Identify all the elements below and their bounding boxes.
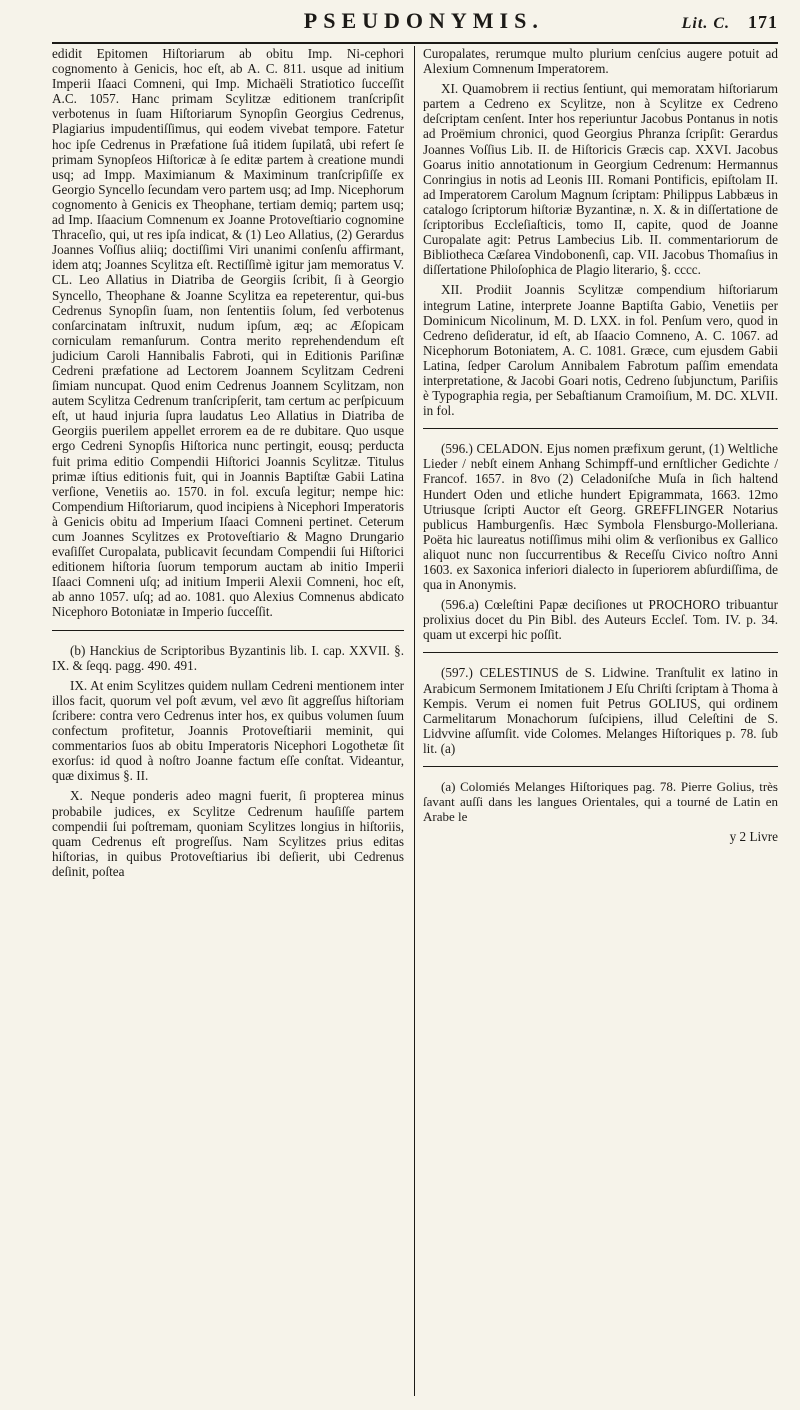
entry-597: (597.) CELESTINUS de S. Lidwine. Tranſtulit ex latino in Arabicum Sermonem Imitationem J Eſu Chriſti ſcriptam à Thoma à Kempis. Verum ei nomen fuit Petrus GOLIUS, qui ordinem Carmelitarum Monachorum ſuſcipiens, illud Celeſtini de S. Lidvvine aſſumſit. vide Colomes. Melanges Hiſtoriques p. 78. ſub lit. (a) [423,665,778,756]
right-column [415,46,778,1396]
footnote-rule-right [423,766,778,767]
footnote-a: (a) Colomiés Melanges Hiſtoriques pag. 78. Pierre Golius, très ſavant auſſi dans les langues Orientales, qui a tourné de Latin en Arabe le [423,779,778,825]
entry-596a: (596.a) Cœleſtini Papæ deciſiones ut PROCHORO tribuantur prolixius docet du Pin Bibl. des Auteurs Eccleſ. Tom. IV. p. 34. quam ut excerpi hic poſſit. [423,597,778,643]
page-number: 171 [748,12,778,32]
entry-rule-2 [423,652,778,653]
section-mark: Lit. C. [681,15,730,32]
main-paragraph: edidit Epitomen Hiſtoriarum ab obitu Imp. Ni-cephori cognomento à Genicis, hoc eſt, ab A. C. 811. usque ad initium Imperii Iſaaci Comneni, qui Imp. Michaëli Stratiotico ſucceſſit A.C. 1057. Hanc primam Scylitzæ editionem tranſcripſit verbotenus in ſuam Hiſtoriarum Synopſin Georgius Cedrenus, Plagiarius impudentiſſimus, qui eodem vivebat tempore. Fatetur hoc ipſe Cedrenus in Præfatione ſuâ itidem ſupilatâ, ubi refert ſe primam Synopſeos Hiſtoricæ à ſe editæ partem à creatione mundi usq; ad Impp. Maximianum & Maximinum tranſcripſiſſe ex Georgio Syncello ſecundam vero partem usq; ad Imp. Nicephorum cognomento à Genicis ex Theophane, tertiam demiq; partem usq; ad Imp. Iſaacium Comnenum ex Joanne Protoveſtiario cognomine Thraceſio, qui, ut res ipſa indicat, & (1) Leo Allatius, (2) Gerardus Joannes Voſſius aliiq; doctiſſimi Viri unanimi conſenſu affirmant, idem atq; Joannes Scylitza eſt. Rectiſſimè igitur jam memoratus V. CL. Leo Allatius in Diatriba de Georgiis ſcribit, ſi à Georgio Syncello, Theophane & Joanne Scylitza ea repeterentur, qui-bus Cedrenus Synopſin ſuam, non ſententiis ſolum, ſed verbotenus conſarcinatam inſtruxit, nudum ipſum, æq; ac Æſopicam corniculam remanſurum. Contra merito reprehendendum eſt judicium Caroli Hannibalis Fabroti, qui in Editionis Pariſinæ Cedreni præfatione ad Lectorem Joannem Scylitzam Cedreni ſimiam nuncupat. Quod enim Cedrenus Joannem Scylitzam, non autem Scylitza Cedrenum tranſcripſerit, tam certum ac perſpicuum eſt, ut haud injuria ſupra laudatus Leo Allatius in Diatriba de Georgiis puerilem appellet errorem ea de re dubitare. Quo usque ergo Cedreni Synopſis Hiſtorica nunc pertingit, eousq; perducta fuit prima editio Compendii Hiſtorici Joannis Scylitzæ. Titulus primæ iſtius editionis fuit, qui in Joannis Baptiſtæ Gabii Latina verſione, Venetiis ao. 1570. in fol. excuſa legitur; nempe hic: Compendium Hiſtoriarum, quod incipiens à Nicephori Imperatoris à Genicis obitu ad Imperium Iſaaci Comneni pertinet. Ceterum cum Joannes Scylitzes ex Protoveſtiario & Magno Drungario evaſiſſet Curopalata, publicavit ſecundam Compendii ſui Hiſtorici editionem hiſtoria ſuorum temporum auctam ab initio Imperii Iſaaci Comneni uſq; ad initium Imperii Alexii Comneni, hoc eſt, ab anno 1057. uſq; ad ao. 1081. quo Alexius Comnenus abdicato Nicephoro Botoniatæ in Imperio ſucceſſit. [52,46,404,620]
running-title: PSEUDONYMIS. [303,8,544,33]
two-column-body [52,46,778,1396]
note-ix: IX. At enim Scylitzes quidem nullam Cedreni mentionem inter illos facit, quorum vel poſt ævum, vel ævo ſit aggreſſus hiſtoriam ſcribere: contra vero Cedrenus inter hos, ex quibus volumen ſuum confectum profitetur, Joannis Protoveſtiarii meminit, qui commentarios ſuos ab obitu Imperatoris Nicephori Logothetæ ſit exorſus: id quod à noſtro Joanne factum eſſe conſtat. Videantur, quæ diximus §. II. [52,677,404,784]
paragraph-xii: XII. Prodiit Joannis Scylitzæ compendium hiſtoriarum integrum Latine, interprete Joanne Baptiſta Gabio, Venetiis per Dominicum Nicolinum, M. D. LXX. in fol. Penſum vero, quod in Cedreno deſideratur, id eſt, ab Iſaacio Comneno, A. C. 1067. ad Nicephorum Botoniatem, A. C. 1081. Græce, cum ejusdem Gabii Latina, ſedper Carolum Annibalem Fabrotum paſſim emendata interpretatione, & Jacobi Goari notis, Cedreno ſubjunctum, Pariſiis è Typographia regia, per Sebaſtianum Cramoiſium, M. DC. XLVII. in fol. [423,282,778,419]
entry-596: (596.) CELADON. Ejus nomen præfixum gerunt, (1) Weltliche Lieder / nebſt einem Anhang Schimpff-und ernſtlicher Gedichte / Francof. 1657. in 8vo (2) Celadoniſche Muſa in ſich haltend Hundert Oden und etliche hundert Epigrammata, 1663. 12mo Utriusque ſcripti Auctor eſt Georg. GREFFLINGER Notarius publicus Hamburgenſis. Hæc Symbola Flensburgo-Molleriana. Poëta hic laureatus notiſſimus mihi olim & verſionibus ex Gallico aliquot nunc non ſuccurrentibus & Receſſu Civico noſtro Anni 1603. ex Saxonica inferiori dialecto in ſuperiorem abſurdiſſima, de qua in Anonymis. [423,441,778,593]
catchword: y 2 Livre [729,829,778,845]
note-b: (b) Hanckius de Scriptoribus Byzantinis lib. I. cap. XXVII. §. IX. & ſeqq. pagg. 490. 491. [52,642,404,673]
header-rule [52,42,778,44]
footnote-rule [52,630,404,631]
paragraph-xi: XI. Quamobrem ii rectius ſentiunt, qui memoratam hiſtoriarum partem a Cedreno ex Scylitze, non à Scylitze ex Cedreno deſcriptam cenſent. Inter hos reperiuntur Jacobus Pontanus in notis ad Proëmium chronici, quod Georgius Phranza ſcripſit: Gerardus Joannes Voſſius Lib. II. de Hiſtoricis Græcis cap. XXVI. Jacobus Goarus initio annotationum in Georgium Cedrenum: Hermannus Conringius in notis ad Leonis III. Romani Pontificis, epiſtolam II. ad Imperatorem Carolum Magnum ſcriptam: Philippus Labbæus in catalogo ſcriptorum hiſtoriæ Byzantinæ, n. X. & in diſſertatione de ſcriptoribus Eccleſiaſticis, tomo II, capite, quod de Joanne Curopalate agit: Petrus Lambecius Lib. II. commentariorum de Bibliotheca Cæſarea Vindobonenſi, cap. VII. Jacobus Thomaſius in diſſertatione Philoſophica de Plagio literario, §. cccc. [423,81,778,278]
note-x: X. Neque ponderis adeo magni fuerit, ſi propterea minus probabile judices, ex Scylitze Cedrenum hauſiſſe partem compendii ſui poſtremam, quoniam Scylitzes longius in hiſtoriis, quam Cedrenus eſt progreſſus. Nam Scylitzes prius editas hiſtorias, in quibus Protoveſtiarius ibi deſierit, ubi Cedrenus deſinit, poſtea [52,788,404,879]
left-column [52,46,415,1396]
entry-rule-1 [423,428,778,429]
continuation-text: Curopalates, rerumque multo plurium cenſcius augere potuit ad Alexium Comnenum Imperatorem. [423,46,778,77]
page-header [52,8,778,42]
